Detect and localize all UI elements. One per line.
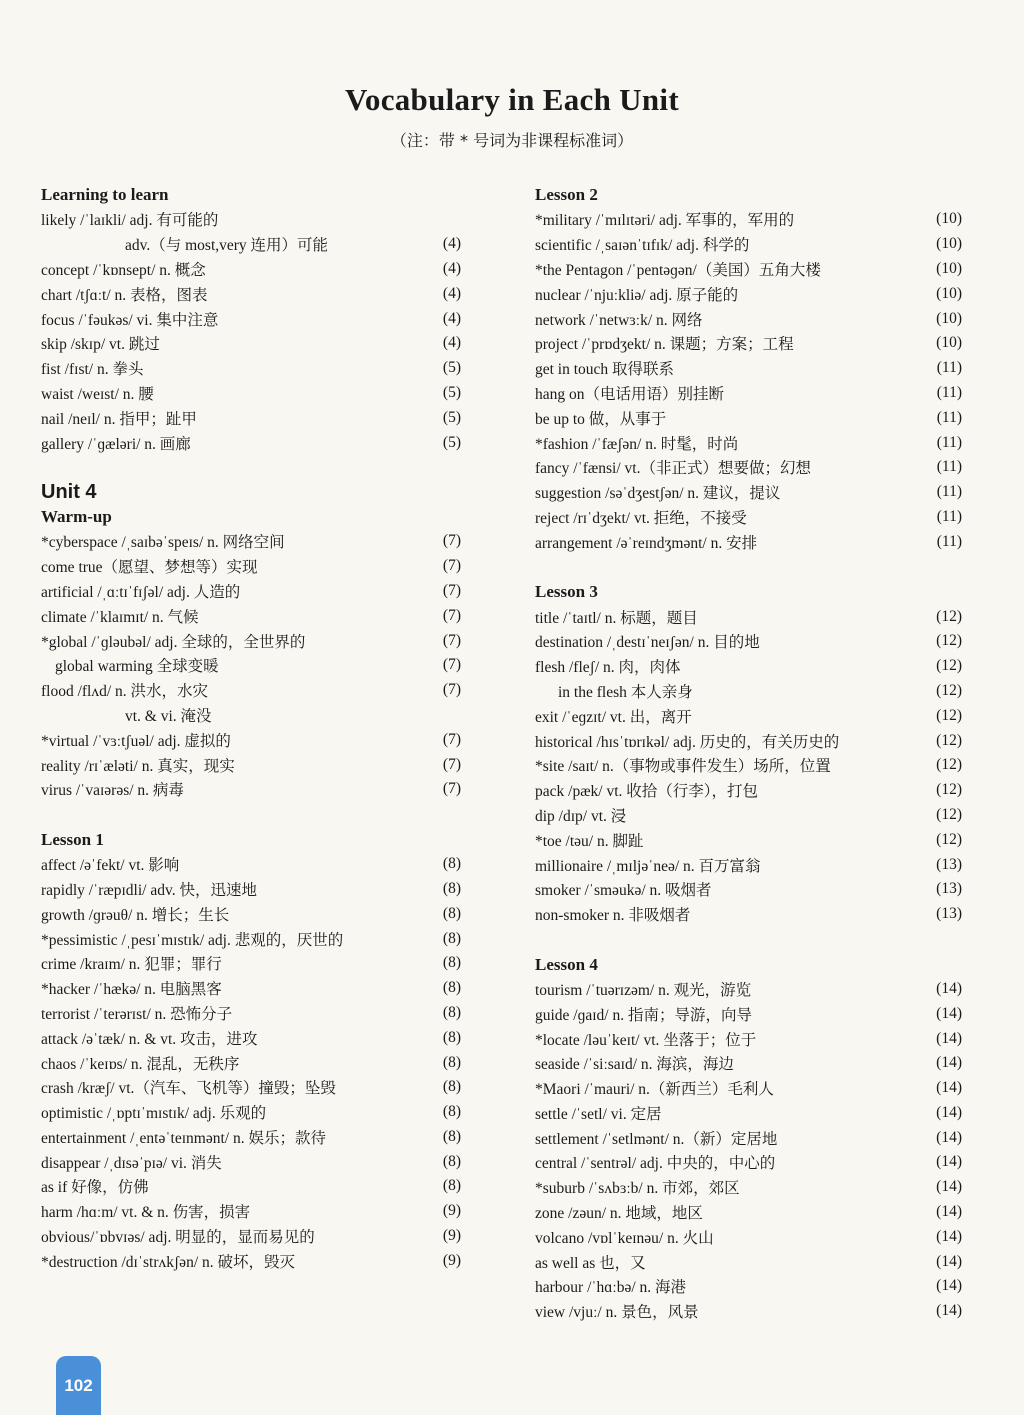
page-reference: (13) (936, 880, 962, 898)
vocab-term: *pessimistic /ˌpesɪˈmɪstɪk/ adj. 悲观的，厌世的 (41, 931, 344, 949)
page-reference: (12) (936, 781, 962, 799)
page-reference: (7) (442, 780, 461, 798)
section-heading: Learning to learn (41, 185, 169, 204)
left-column (41, 182, 461, 1298)
vocab-term: reject /rɪˈdʒekt/ vt. 拒绝，不接受 (535, 509, 747, 527)
page-reference: (11) (936, 483, 962, 501)
vocab-entry (535, 1200, 962, 1225)
vocab-entry (535, 778, 962, 803)
page-reference: (8) (442, 1003, 461, 1021)
vocab-term: nuclear /ˈnjuːkliə/ adj. 原子能的 (535, 286, 739, 304)
vocab-entry (41, 281, 461, 306)
page-reference: (8) (442, 979, 461, 997)
vocab-term: *global /ˈɡləubəl/ adj. 全球的，全世界的 (41, 633, 306, 651)
vocab-entry (535, 1051, 962, 1076)
vocab-entry (535, 629, 962, 654)
vocab-term: get in touch 取得联系 (535, 361, 675, 379)
vocab-term: artificial /ˌɑːtɪˈfɪʃəl/ adj. 人造的 (41, 583, 241, 601)
vocab-section (535, 952, 962, 1324)
vocab-section (41, 182, 461, 455)
section-heading: Lesson 4 (535, 954, 598, 974)
vocab-term: *site /saɪt/ n.（事物或事件发生）场所，位置 (535, 758, 831, 776)
vocab-entry (41, 628, 461, 653)
vocab-term: fancy /ˈfænsi/ vt.（非正式）想要做；幻想 (535, 460, 811, 478)
vocab-term: guide /ɡaɪd/ n. 指南；导游，向导 (535, 1006, 752, 1024)
page-reference: (12) (936, 706, 962, 724)
vocab-entry (41, 1001, 461, 1026)
page-reference: (14) (936, 1227, 962, 1245)
vocab-term: seaside /ˈsiːsaɪd/ n. 海滨，海边 (535, 1056, 734, 1074)
vocab-section (41, 827, 461, 1274)
vocab-term: as well as 也，又 (535, 1254, 646, 1272)
vocab-term: scientific /ˌsaɪənˈtɪfɪk/ adj. 科学的 (535, 237, 750, 255)
vocab-section (41, 480, 461, 802)
vocab-entry (535, 331, 962, 356)
page-reference: (8) (442, 1078, 461, 1096)
page-note: （注：带 * 号词为非课程标准词） (390, 131, 634, 150)
page-reference: (14) (936, 1277, 962, 1295)
page-reference: (14) (936, 979, 962, 997)
page-reference: (11) (936, 458, 962, 476)
page-reference: (8) (442, 1053, 461, 1071)
vocab-entry (41, 678, 461, 703)
vocab-term: virus /ˈvaɪərəs/ n. 病毒 (41, 782, 184, 800)
vocab-term: exit /ˈeɡzɪt/ vt. 出，离开 (535, 708, 692, 726)
vocab-term: settle /ˈsetl/ vi. 定居 (535, 1105, 662, 1123)
vocab-term: *Maori /ˈmauri/ n.（新西兰）毛利人 (535, 1081, 774, 1099)
vocab-term: growth /ɡrəuθ/ n. 增长；生长 (41, 906, 230, 924)
page-reference: (11) (936, 359, 962, 377)
vocab-term: tourism /ˈtuərɪzəm/ n. 观光，游览 (535, 981, 752, 999)
vocab-entry (41, 381, 461, 406)
vocab-term: *virtual /ˈvɜːtʃuəl/ adj. 虚拟的 (41, 732, 231, 750)
vocab-entry (41, 554, 461, 579)
vocab-term: terrorist /ˈterərɪst/ n. 恐怖分子 (41, 1005, 233, 1023)
page-reference: (7) (442, 557, 461, 575)
vocab-entry (535, 207, 962, 232)
page-reference: (4) (442, 284, 461, 302)
vocab-entry (535, 430, 962, 455)
vocab-entry (535, 728, 962, 753)
vocab-entry (41, 852, 461, 877)
vocab-term: dip /dɪp/ vt. 浸 (535, 807, 627, 825)
vocab-entry (41, 1149, 461, 1174)
page-reference: (14) (936, 1203, 962, 1221)
vocab-term: *hacker /ˈhækə/ n. 电脑黑客 (41, 981, 222, 999)
page-reference: (12) (936, 681, 962, 699)
vocab-term: crime /kraɪm/ n. 犯罪；罪行 (41, 956, 222, 974)
vocab-entry (41, 1199, 461, 1224)
vocab-entry (535, 852, 962, 877)
page-reference: (14) (936, 1128, 962, 1146)
vocab-entry (535, 902, 962, 927)
vocab-entry (41, 877, 461, 902)
vocab-term: historical /hɪsˈtɒrɪkəl/ adj. 历史的，有关历史的 (535, 733, 840, 751)
vocab-entry (41, 1174, 461, 1199)
page-reference: (4) (442, 235, 461, 253)
vocab-entry (535, 505, 962, 530)
page-reference: (14) (936, 1252, 962, 1270)
vocab-term: likely /ˈlaɪkli/ adj. 有可能的 (41, 212, 219, 230)
vocab-entry (41, 703, 461, 728)
vocab-entry (41, 1100, 461, 1125)
vocab-entry (535, 1026, 962, 1051)
page-reference: (14) (936, 1302, 962, 1320)
page-reference: (4) (442, 309, 461, 327)
vocab-entry (535, 654, 962, 679)
page-reference: (12) (936, 805, 962, 823)
vocab-term: central /ˈsentrəl/ adj. 中央的，中心的 (535, 1155, 776, 1173)
vocab-entry (41, 405, 461, 430)
vocab-entry (535, 281, 962, 306)
vocab-entry (535, 803, 962, 828)
page-reference: (8) (442, 1177, 461, 1195)
vocab-term: *locate /ləuˈkeɪt/ vt. 坐落于；位于 (535, 1031, 757, 1049)
vocab-entry (535, 1150, 962, 1175)
vocab-term: *suburb /ˈsʌbɜːb/ n. 市郊，郊区 (535, 1180, 740, 1198)
section-heading: Warm-up (41, 506, 112, 526)
vocab-entry (41, 951, 461, 976)
vocab-term: come true（愿望、梦想等）实现 (41, 559, 258, 577)
vocab-entry (535, 1001, 962, 1026)
vocab-entry (535, 977, 962, 1002)
page-reference: (7) (442, 631, 461, 649)
vocab-term: focus /ˈfəukəs/ vi. 集中注意 (41, 311, 219, 329)
vocab-term: suggestion /səˈdʒestʃən/ n. 建议，提议 (535, 485, 781, 503)
vocab-term: optimistic /ˌɒptɪˈmɪstɪk/ adj. 乐观的 (41, 1105, 267, 1123)
page-reference: (4) (442, 259, 461, 277)
unit-heading: Unit 4 (41, 480, 97, 503)
vocab-entry (535, 1125, 962, 1150)
page-reference: (11) (936, 507, 962, 525)
page-reference: (8) (442, 879, 461, 897)
vocab-term: reality /rɪˈæləti/ n. 真实，现实 (41, 757, 235, 775)
vocab-term: flesh /fleʃ/ n. 肉，肉体 (535, 659, 681, 677)
vocab-entry (41, 207, 461, 232)
vocab-entry (41, 529, 461, 554)
vocab-term: be up to 做，从事于 (535, 410, 667, 428)
vocab-term: as if 好像，仿佛 (41, 1179, 149, 1197)
vocab-term: adv.（与 most,very 连用）可能 (125, 237, 329, 255)
page-reference: (7) (442, 606, 461, 624)
page-reference: (14) (936, 1178, 962, 1196)
vocab-entry (41, 603, 461, 628)
page-reference: (7) (442, 532, 461, 550)
page-reference: (8) (442, 1103, 461, 1121)
vocab-term: *cyberspace /ˌsaɪbəˈspeɪs/ n. 网络空间 (41, 534, 285, 552)
page-reference: (9) (442, 1202, 461, 1220)
vocab-entry (535, 232, 962, 257)
vocab-entry (41, 257, 461, 282)
vocab-entry (535, 405, 962, 430)
vocab-term: smoker /ˈsməukə/ n. 吸烟者 (535, 882, 712, 900)
section-heading: Lesson 2 (535, 185, 598, 204)
vocab-entry (41, 727, 461, 752)
page-title: Vocabulary in Each Unit (345, 82, 679, 117)
vocab-term: disappear /ˌdɪsəˈpɪə/ vi. 消失 (41, 1154, 222, 1172)
vocab-entry (41, 232, 461, 257)
vocab-term: millionaire /ˌmɪljəˈneə/ n. 百万富翁 (535, 857, 761, 875)
page-reference: (8) (442, 1152, 461, 1170)
vocab-entry (535, 1274, 962, 1299)
right-column (535, 182, 962, 1349)
page-reference: (8) (442, 1028, 461, 1046)
vocab-entry (535, 306, 962, 331)
vocab-entry (535, 356, 962, 381)
page-reference: (11) (936, 532, 962, 550)
vocab-entry (41, 1075, 461, 1100)
page-reference: (12) (936, 756, 962, 774)
vocab-entry (535, 455, 962, 480)
page-reference: (10) (936, 334, 962, 352)
vocab-term: project /ˈprɒdʒekt/ n. 课题；方案；工程 (535, 336, 794, 354)
vocab-term: climate /ˈklaɪmɪt/ n. 气候 (41, 608, 199, 626)
vocab-term: chart /tʃɑːt/ n. 表格，图表 (41, 286, 208, 304)
page-reference: (8) (442, 1127, 461, 1145)
vocab-term: pack /pæk/ vt. 收拾（行李），打包 (535, 783, 759, 801)
page-reference: (9) (442, 1251, 461, 1269)
page-reference: (13) (936, 905, 962, 923)
vocab-term: in the flesh 本人亲身 (558, 683, 693, 701)
page-reference: (12) (936, 830, 962, 848)
vocab-term: attack /əˈtæk/ n. & vt. 攻击，进攻 (41, 1030, 258, 1048)
page-reference: (8) (442, 855, 461, 873)
vocab-term: *fashion /ˈfæʃən/ n. 时髦，时尚 (535, 435, 739, 453)
page-reference: (10) (936, 309, 962, 327)
page-reference: (10) (936, 284, 962, 302)
page-reference: (8) (442, 929, 461, 947)
vocab-term: crash /kræʃ/ vt.（汽车、飞机等）撞毁；坠毁 (41, 1080, 336, 1098)
vocab-entry (41, 777, 461, 802)
vocab-term: network /ˈnetwɜːk/ n. 网络 (535, 311, 703, 329)
vocab-term: global warming 全球变暖 (55, 658, 219, 676)
vocab-entry (41, 1224, 461, 1249)
vocab-section (535, 579, 962, 926)
page-reference: (14) (936, 1103, 962, 1121)
page-reference: (12) (936, 607, 962, 625)
page-reference: (14) (936, 1054, 962, 1072)
vocab-term: fist /fɪst/ n. 拳头 (41, 361, 144, 379)
vocab-entry (41, 901, 461, 926)
page-number-badge: 102 (56, 1356, 101, 1415)
vocab-entry (41, 356, 461, 381)
vocab-entry (535, 877, 962, 902)
page-reference: (14) (936, 1004, 962, 1022)
vocab-term: settlement /ˈsetlmənt/ n.（新）定居地 (535, 1130, 778, 1148)
vocab-entry (535, 480, 962, 505)
vocab-entry (535, 1299, 962, 1324)
vocab-entry (41, 579, 461, 604)
vocab-term: non-smoker n. 非吸烟者 (535, 907, 691, 925)
vocab-entry (535, 1101, 962, 1126)
vocab-entry (41, 1025, 461, 1050)
vocab-entry (41, 1248, 461, 1273)
vocab-section (535, 182, 962, 554)
vocab-term: zone /zəun/ n. 地域，地区 (535, 1205, 703, 1223)
vocab-entry (41, 430, 461, 455)
vocab-term: gallery /ˈɡæləri/ n. 画廊 (41, 435, 191, 453)
vocab-term: arrangement /əˈreɪndʒmənt/ n. 安排 (535, 534, 758, 552)
page-reference: (11) (936, 408, 962, 426)
vocab-entry (535, 529, 962, 554)
vocab-entry (41, 976, 461, 1001)
vocab-term: obvious/ˈɒbvɪəs/ adj. 明显的，显而易见的 (41, 1229, 315, 1247)
vocab-entry (535, 1249, 962, 1274)
vocab-entry (41, 926, 461, 951)
vocab-term: affect /əˈfekt/ vt. 影响 (41, 857, 180, 875)
vocab-entry (41, 653, 461, 678)
vocab-entry (535, 827, 962, 852)
vocab-term: *the Pentagon /ˈpentəɡən/（美国）五角大楼 (535, 261, 821, 279)
page-reference: (12) (936, 657, 962, 675)
page-reference: (5) (442, 408, 461, 426)
vocab-entry (41, 1050, 461, 1075)
page-reference: (4) (442, 334, 461, 352)
page-reference: (7) (442, 581, 461, 599)
page-reference: (7) (442, 730, 461, 748)
vocab-term: view /vjuː/ n. 景色，风景 (535, 1304, 699, 1322)
vocab-term: flood /flʌd/ n. 洪水，水灾 (41, 683, 209, 701)
page-reference: (14) (936, 1029, 962, 1047)
vocab-term: hang on（电话用语）别挂断 (535, 385, 725, 403)
page-reference: (7) (442, 656, 461, 674)
page-reference: (5) (442, 359, 461, 377)
page-reference: (11) (936, 433, 962, 451)
page-reference: (8) (442, 904, 461, 922)
page-reference: (7) (442, 755, 461, 773)
vocab-entry (535, 703, 962, 728)
vocab-term: waist /weɪst/ n. 腰 (41, 385, 154, 403)
vocab-term: *toe /təu/ n. 脚趾 (535, 832, 644, 850)
vocab-entry (41, 752, 461, 777)
page-reference: (12) (936, 632, 962, 650)
vocab-term: *military /ˈmɪlɪtəri/ adj. 军事的，军用的 (535, 212, 795, 230)
page-reference: (10) (936, 210, 962, 228)
vocab-entry (535, 1175, 962, 1200)
vocab-term: skip /skɪp/ vt. 跳过 (41, 336, 160, 354)
vocab-term: harm /hɑːm/ vt. & n. 伤害，损害 (41, 1204, 251, 1222)
vocab-entry (535, 753, 962, 778)
vocab-entry (535, 1076, 962, 1101)
vocab-term: chaos /ˈkeɪɒs/ n. 混乱，无秩序 (41, 1055, 240, 1073)
vocab-term: concept /ˈkɒnsept/ n. 概念 (41, 261, 206, 279)
section-heading: Lesson 3 (535, 582, 598, 602)
vocab-entry (41, 306, 461, 331)
vocab-entry (535, 381, 962, 406)
page-reference: (10) (936, 235, 962, 253)
page-reference: (7) (442, 681, 461, 699)
vocab-entry (535, 257, 962, 282)
page-reference: (11) (936, 383, 962, 401)
page-reference: (5) (442, 433, 461, 451)
vocab-term: *destruction /dɪˈstrʌkʃən/ n. 破坏，毁灭 (41, 1253, 295, 1271)
vocab-term: harbour /ˈhɑːbə/ n. 海港 (535, 1279, 687, 1297)
vocab-entry (535, 1224, 962, 1249)
vocab-entry (535, 604, 962, 629)
section-heading: Lesson 1 (41, 829, 104, 849)
page-reference: (9) (442, 1227, 461, 1245)
page-reference: (14) (936, 1079, 962, 1097)
vocab-entry (535, 679, 962, 704)
page-reference: (13) (936, 855, 962, 873)
page-reference: (8) (442, 954, 461, 972)
vocab-term: nail /neɪl/ n. 指甲；趾甲 (41, 410, 197, 428)
vocab-term: vt. & vi. 淹没 (125, 707, 212, 725)
page-reference: (10) (936, 259, 962, 277)
page-reference: (5) (442, 383, 461, 401)
vocab-term: title /ˈtaɪtl/ n. 标题，题目 (535, 609, 698, 627)
page-reference: (14) (936, 1153, 962, 1171)
vocab-term: rapidly /ˈræpɪdli/ adv. 快，迅速地 (41, 881, 257, 899)
vocab-term: destination /ˌdestɪˈneɪʃən/ n. 目的地 (535, 634, 760, 652)
vocab-term: volcano /vɒlˈkeɪnəu/ n. 火山 (535, 1229, 714, 1247)
vocab-entry (41, 331, 461, 356)
vocab-term: entertainment /ˌentəˈteɪnmənt/ n. 娱乐；款待 (41, 1129, 326, 1147)
page-reference: (12) (936, 731, 962, 749)
vocab-entry (41, 1125, 461, 1150)
